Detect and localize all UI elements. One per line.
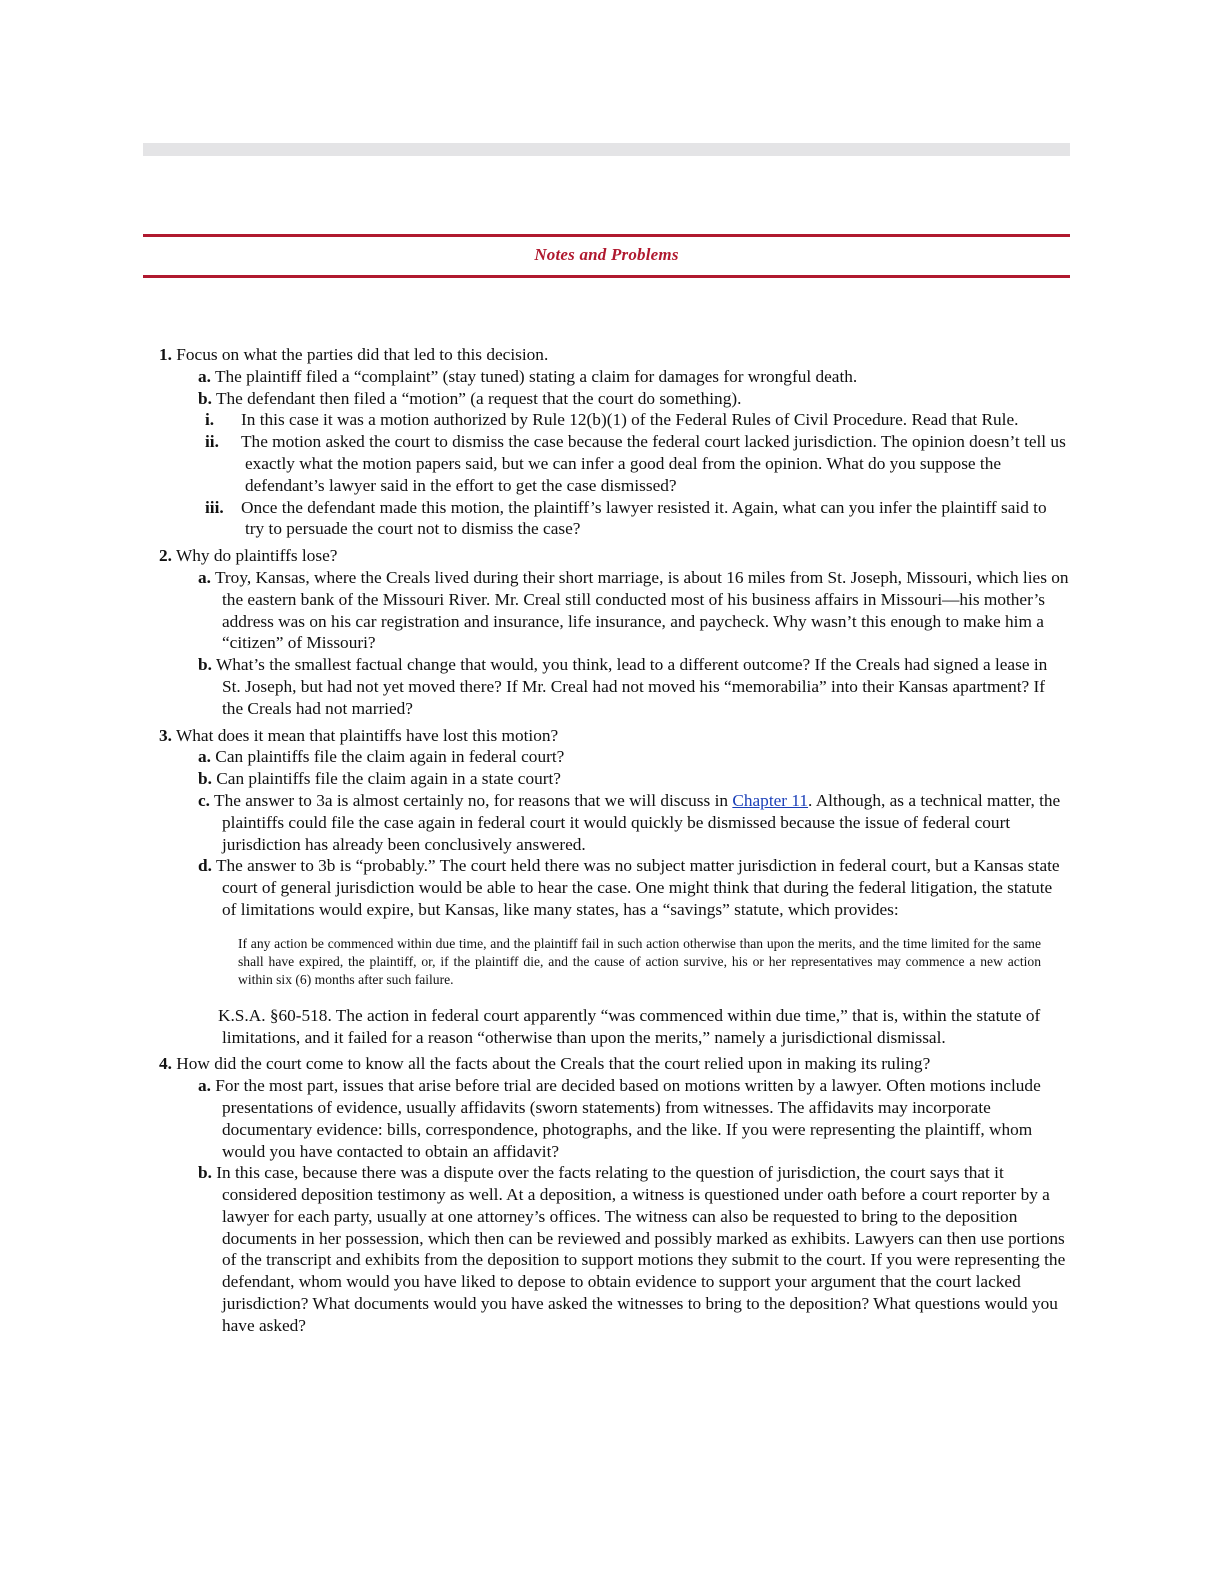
sub-text: What’s the smallest factual change that would, you think, lead to a different outcome? If the Creals had signed a lease in St. Joseph, but had not yet moved there? If Mr. Creal had not moved his “memorabilia” into their Kansas apartment? If the Creals had not married? [215,655,1048,718]
sub-item [179,366,1069,388]
after-quote-text [179,1005,1069,1049]
problem-2 [159,545,1069,719]
problem-4 [159,1053,1069,1336]
problem-text: What does it mean that plaintiffs have lost this motion? [175,725,559,745]
sub-label: b. [198,1163,212,1183]
sub-item [179,790,1069,855]
statute-quote: If any action be commenced within due time, and the plaintiff fail in such action otherwise than upon the merits, and the time limited for the same shall have expired, the plaintiff, or, if the plaintiff die, and the cause of action survive, his or her representatives may commence a new action within six (6) months after such failure. [238,935,1041,987]
sub-text: . Although, as a technical matter, the plaintiffs could file the case again in federal court it would quickly be dismissed because the issue of federal court jurisdiction has already been conclusively answered. [222,790,1061,854]
problem-number: 4. [159,1054,172,1074]
section-title: Notes and Problems [534,245,679,264]
subsub-label: iii. [205,497,224,517]
sub-label: a. [198,747,211,767]
sub-text: In this case, because there was a dispute over the facts relating to the question of jurisdiction, the court says that it considered deposition testimony as well. At a deposition, a witness is questioned under oath before a court reporter by a lawyer for each party, usually at one attorney’s offices. The witness can also be requested to bring to the deposition documents in her possession, which then can be reviewed and possibly marked as exhibits. Lawyers can then use portions of the transcript and exhibits from the deposition to support motions they submit to the court. If you were representing the defendant, whom would you have liked to depose to obtain evidence to support your argument that the court lacked jurisdiction? What documents would you have asked the witnesses to bring to the deposition? What questions would you have asked? [216,1163,1066,1335]
subsub-item [159,497,1069,541]
problem-number: 2. [159,546,172,566]
sub-text: The answer to 3b is “probably.” The court held there was no subject matter jurisdiction in federal court, but a Kansas state court of general jurisdiction would be able to hear the case. One might think that during the federal litigation, the statute of limitations would expire, but Kansas, like many states, has a “savings” statute, which provides: [215,856,1060,919]
subsub-text: The motion asked the court to dismiss the case because the federal court lacked jurisdiction. The opinion doesn’t tell us exactly what the motion papers said, but we can infer a good deal from the opinion. What do you suppose the defendant’s lawyer said in the effort to get the case dismissed? [241,432,1066,495]
problem-1 [159,344,1069,540]
bottom-red-rule [143,275,1070,278]
subsub-text: Once the defendant made this motion, the plaintiff’s lawyer resisted it. Again, what can you infer the plaintiff said to try to persuade the court not to dismiss the case? [241,497,1047,539]
after-quote-span: K.S.A. §60-518. The action in federal court apparently “was commenced within due time,” that is, within the statute of limitations, and it failed for a reason “otherwise than upon the merits,” namely a jurisdictional dismissal. [218,1005,1041,1047]
problem-number: 1. [159,345,172,364]
notes-content [159,344,1069,1342]
sub-item [179,654,1069,719]
sub-item [179,567,1069,654]
sub-label: a. [198,567,211,587]
sub-item [179,388,1069,410]
problem-text: How did the court come to know all the facts about the Creals that the court relied upon in making its ruling? [176,1054,931,1074]
subsub-label: i. [205,410,215,430]
sub-item [179,1075,1069,1162]
sub-label: a. [198,1076,211,1096]
sub-text: Can plaintiffs file the claim again in a state court? [216,769,561,789]
sub-label: b. [198,655,212,675]
problem-text: Focus on what the parties did that led to this decision. [176,345,549,364]
sub-label: d. [198,856,212,876]
sub-item [179,1162,1069,1336]
sub-label: b. [198,388,212,408]
subsub-item [159,409,1069,431]
sub-text: The defendant then filed a “motion” (a request that the court do something). [215,388,742,408]
chapter-11-link[interactable]: Chapter 11 [732,790,809,810]
subsub-item [159,431,1069,496]
sub-text: The answer to 3a is almost certainly no, for reasons that we will discuss in [214,790,733,810]
problem-number: 3. [159,725,172,745]
sub-text: Can plaintiffs file the claim again in federal court? [215,747,565,767]
problem-text: Why do plaintiffs lose? [175,546,338,566]
sub-item [179,855,1069,920]
problem-3 [159,725,1069,1049]
sub-item [179,768,1069,790]
sub-item [179,746,1069,768]
sub-label: c. [198,790,210,810]
top-red-rule [143,234,1070,237]
sub-text: Troy, Kansas, where the Creals lived during their short marriage, is about 16 miles from St. Joseph, Missouri, which lies on the eastern bank of the Missouri River. Mr. Creal still conducted most of his business affairs in Missouri—his mother’s address was on his car registration and insurance, life insurance, and paycheck. Why wasn’t this enough to make him a “citizen” of Missouri? [214,567,1069,653]
sub-label: b. [198,769,212,789]
sub-text: The plaintiff filed a “complaint” (stay tuned) stating a claim for damages for wrongful death. [214,366,858,386]
subsub-text: In this case it was a motion authorized by Rule 12(b)(1) of the Federal Rules of Civil Procedure. Read that Rule. [241,410,1019,430]
subsub-label: ii. [205,432,219,452]
top-gray-bar [143,143,1070,156]
sub-text: For the most part, issues that arise before trial are decided based on motions written by a lawyer. Often motions include presentations of evidence, usually affidavits (sworn statements) from witnesses. The affidavits may incorporate documentary evidence: bills, correspondence, photographs, and the like. If you were representing the plaintiff, whom would you have contacted to obtain an affidavit? [215,1076,1041,1161]
sub-label: a. [198,366,211,386]
